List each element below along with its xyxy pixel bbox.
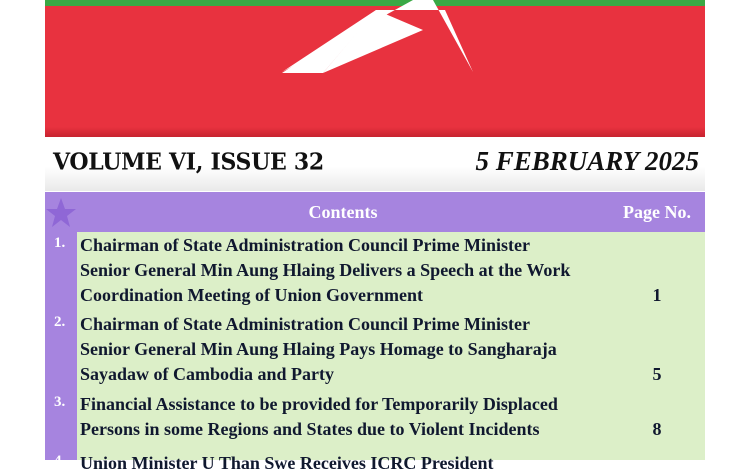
toc-entry-title[interactable] <box>80 392 615 442</box>
toc-entry-page: 8 <box>652 419 662 439</box>
toc-entry-line: Coordination Meeting of Union Government <box>80 285 423 305</box>
toc-entry-title[interactable] <box>80 233 615 308</box>
table-of-contents <box>45 192 705 473</box>
toc-header-row <box>77 192 705 232</box>
toc-entry-page: 5 <box>652 364 662 384</box>
flag-shadow <box>45 127 705 137</box>
toc-entry-line: Senior General Min Aung Hlaing Delivers a Speech at the Work <box>80 260 571 280</box>
toc-entry-page: 1 <box>652 285 662 305</box>
flag-star-icon <box>45 0 705 137</box>
issue-header <box>45 137 705 191</box>
toc-entry-title[interactable] <box>80 451 615 476</box>
toc-entry-line: Chairman of State Administration Council Prime Minister <box>80 314 530 334</box>
flag-banner <box>45 0 705 137</box>
toc-entry-line: Union Minister U Than Swe Receives ICRC President <box>80 453 494 473</box>
volume-issue-label: VOLUME VI, ISSUE 32 <box>53 148 324 176</box>
toc-entry-title[interactable] <box>80 312 615 387</box>
toc-header-page: Page No. <box>623 202 691 222</box>
toc-entry-line: Sayadaw of Cambodia and Party <box>80 364 335 384</box>
toc-entry-number: 3. <box>54 394 66 410</box>
toc-entry-line: Persons in some Regions and States due to Violent Incidents <box>80 419 540 439</box>
toc-entry-line: Chairman of State Administration Council Prime Minister <box>80 235 530 255</box>
toc-entry-number: 4. <box>54 453 66 469</box>
toc-entry-number: 2. <box>54 314 66 330</box>
issue-date: 5 FEBRUARY 2025 <box>475 146 699 176</box>
toc-header-contents: Contents <box>308 202 378 222</box>
toc-entry-line: Senior General Min Aung Hlaing Pays Homage to Sangharaja <box>80 339 557 359</box>
star-icon <box>45 196 77 230</box>
toc-entry-number: 1. <box>54 235 66 251</box>
toc-entry-line: Financial Assistance to be provided for Temporarily Displaced <box>80 394 558 414</box>
